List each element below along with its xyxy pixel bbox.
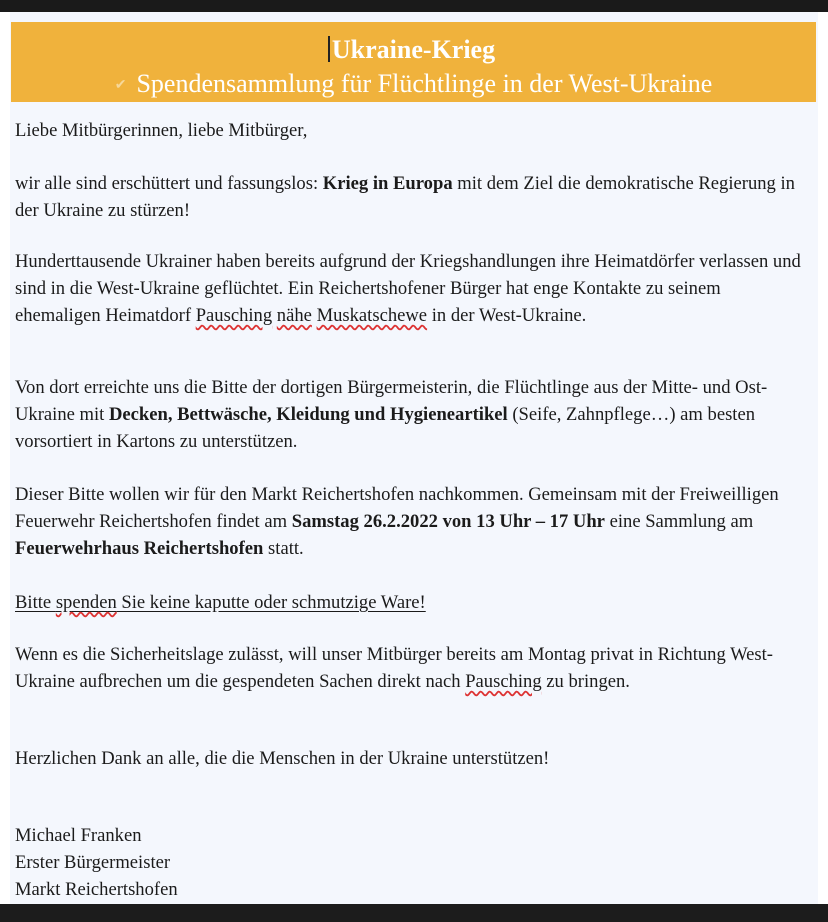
paragraph-1	[15, 170, 810, 224]
signature-role: Erster Bürgermeister	[15, 852, 171, 873]
p1-bold: Krieg in Europa	[322, 173, 453, 194]
document-page	[0, 12, 828, 904]
paragraph-3	[15, 374, 810, 455]
banner-subtitle-text: Spendensammlung für Flüchtlinge in der West-Ukraine	[136, 69, 713, 98]
p4-bold-date: Samstag 26.2.2022 von 13 Uhr – 17 Uhr	[291, 511, 605, 532]
salutation: Liebe Mitbürgerinnen, liebe Mitbürger,	[15, 120, 308, 141]
p6-village: Pausching	[465, 671, 542, 692]
header-banner	[11, 22, 816, 102]
p6-text-a: Wenn es die Sicherheitslage zulässt, will unser Mitbürger bereits am Montag privat in Richtung West-Ukraine aufbrechen um die gespendeten Sachen direkt nach	[15, 644, 773, 692]
p4-text-a: Dieser Bitte wollen wir für den Markt Reichertshofen nachkommen. Gemeinsam mit der Freiweilligen Feuerwehr Reichertshofen findet am	[15, 484, 779, 532]
paragraph-2	[15, 248, 810, 329]
p5-text-a: Bitte	[15, 592, 56, 613]
top-bar	[0, 0, 828, 12]
p3-bold: Decken, Bettwäsche, Kleidung und Hygieneartikel	[108, 404, 508, 425]
p2-text-a: Hunderttausende Ukrainer haben bereits aufgrund der Kriegshandlungen ihre Heimatdörfer verlassen und sind in die West-Ukraine geflüchtet. Ein Reichertshofener Bürger hat enge Kontakte zu seinem ehemaligen Heimatdorf	[15, 251, 801, 326]
p4-text-b: eine Sammlung am	[604, 511, 754, 532]
p5-text-b: Sie keine kaputte oder schmutzige Ware!	[116, 592, 426, 613]
signature-org: Markt Reichertshofen	[15, 879, 178, 900]
banner-title: Ukraine-Krieg	[331, 35, 496, 64]
p6-text-b: zu bringen.	[541, 671, 630, 692]
thanks: Herzlichen Dank an alle, die die Menschen in der Ukraine unterstützen!	[15, 748, 550, 769]
p3-text-a: Von dort erreichte uns die Bitte der dortigen Bürgermeisterin, die Flüchtlinge aus der Mitte- und Ost-Ukraine mit	[15, 377, 768, 425]
signature-name: Michael Franken	[15, 825, 142, 846]
p2-near: nähe	[276, 305, 312, 326]
p4-text-c: statt.	[263, 538, 304, 559]
banner-subtitle	[11, 70, 816, 100]
p5-spenden: spenden	[55, 592, 117, 613]
p1-text-b: mit dem Ziel die demokratische Regierung in der Ukraine zu stürzen!	[15, 173, 795, 221]
paragraph-4	[15, 481, 810, 562]
p2-text-b: in der West-Ukraine.	[427, 305, 587, 326]
p2-town: Muskatschewe	[316, 305, 428, 326]
bullet-icon: ✔	[114, 78, 127, 94]
p3-text-b: (Seife, Zahnpflege…) am besten vorsortiert in Kartons zu unterstützen.	[15, 404, 756, 452]
paragraph-5	[15, 589, 810, 616]
bottom-bar	[0, 904, 828, 922]
p2-village: Pausching	[195, 305, 273, 326]
p4-bold-place: Feuerwehrhaus Reichertshofen	[15, 538, 264, 559]
p1-text-a: wir alle sind erschüttert und fassungslos:	[15, 173, 323, 194]
paragraph-6	[15, 641, 810, 695]
